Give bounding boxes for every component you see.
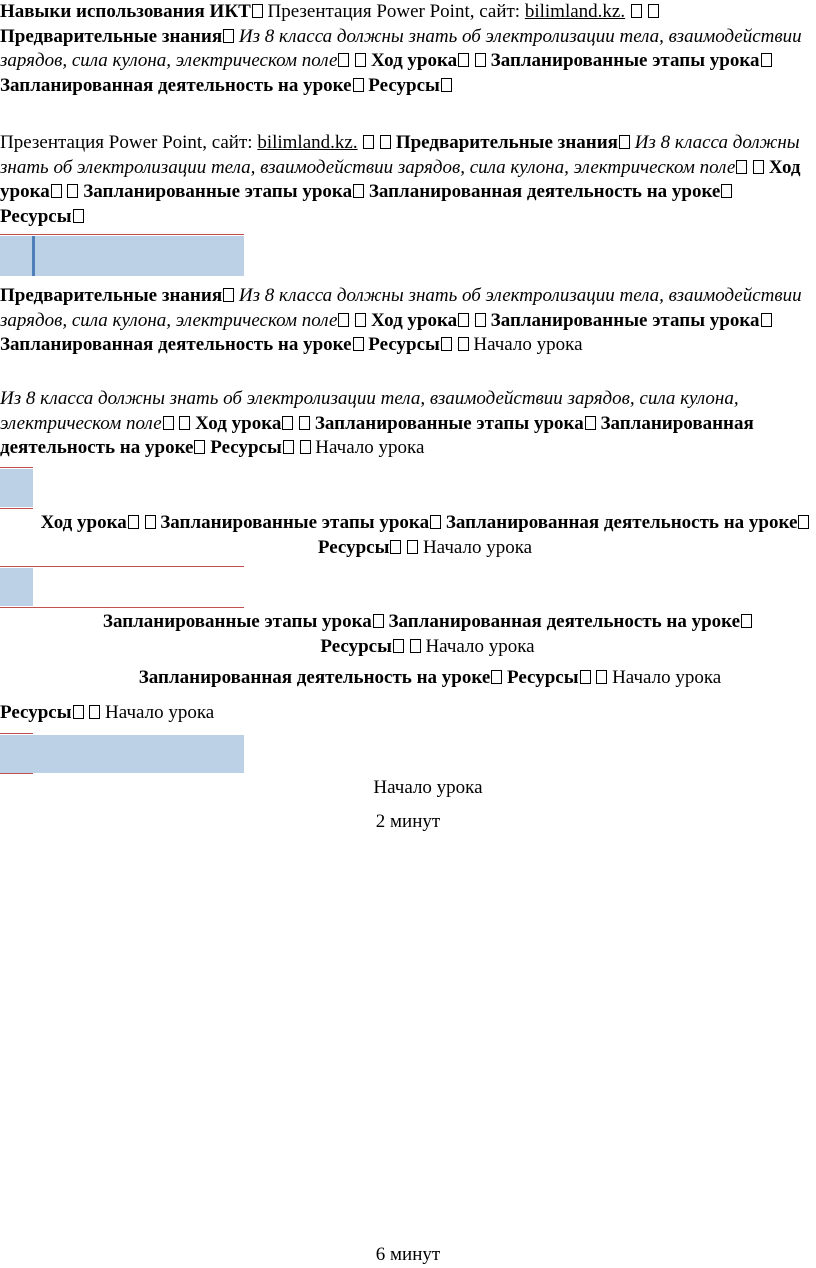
missing-glyph-icon <box>585 416 596 430</box>
planned-stages-heading: Запланированные этапы урока <box>83 181 353 202</box>
planned-activity-heading: Запланированная деятельность на уроке <box>0 334 352 355</box>
paragraph-6 <box>100 610 755 659</box>
missing-glyph-icon <box>475 53 486 67</box>
missing-glyph-icon <box>619 135 630 149</box>
table-cell-shading <box>0 236 244 276</box>
lesson-start-text: Начало урока <box>418 536 533 558</box>
lesson-start-text: Начало урока <box>100 702 215 723</box>
lesson-flow-heading: Ход урока <box>40 512 127 533</box>
missing-glyph-icon <box>380 135 391 149</box>
missing-glyph-icon <box>798 515 809 529</box>
planned-stages-heading: Запланированные этапы урока <box>160 512 430 533</box>
missing-glyph-icon <box>458 313 469 327</box>
missing-glyph-icon <box>89 705 100 719</box>
ict-skills-heading: Навыки использования ИКТ <box>0 1 251 22</box>
missing-glyph-icon <box>458 337 469 351</box>
prior-knowledge-heading: Предварительные знания <box>0 285 223 306</box>
table-border-line <box>0 467 33 468</box>
table-border-line <box>0 234 244 235</box>
bilimland-link[interactable]: bilimland.kz. <box>524 1 626 22</box>
lesson-flow-heading: Ход урока <box>195 412 282 434</box>
table-border-line <box>0 773 33 774</box>
paragraph-7 <box>60 666 800 691</box>
lesson-flow-heading: Ход урока <box>370 309 458 331</box>
planned-activity-heading: Запланированная деятельность на уроке <box>445 512 798 533</box>
resources-heading: Ресурсы <box>317 536 390 558</box>
missing-glyph-icon <box>73 705 84 719</box>
missing-glyph-icon <box>390 540 401 554</box>
missing-glyph-icon <box>355 313 366 327</box>
table-cell-shading <box>0 469 33 507</box>
duration-2-minutes: 2 минут <box>375 811 441 832</box>
missing-glyph-icon <box>407 540 418 554</box>
missing-glyph-icon <box>179 416 190 430</box>
paragraph-1 <box>0 0 804 98</box>
planned-activity-heading: Запланированная деятельность на уроке <box>138 667 491 688</box>
table-border-line <box>0 607 244 608</box>
missing-glyph-icon <box>410 639 421 653</box>
prior-knowledge-text: Из 8 класса должны знать об электролизации тела, взаимодействии зарядов, сила кулона, электрическом поле <box>0 388 739 434</box>
missing-glyph-icon <box>491 670 502 684</box>
missing-glyph-icon <box>430 515 441 529</box>
lesson-flow-heading: Ход урока <box>0 156 801 202</box>
missing-glyph-icon <box>73 209 84 223</box>
missing-glyph-icon <box>194 440 205 454</box>
planned-stages-heading: Запланированные этапы урока <box>490 50 760 71</box>
paragraph-4 <box>0 387 804 461</box>
table-cell-divider <box>32 236 35 276</box>
missing-glyph-icon <box>223 29 234 43</box>
resources-heading: Ресурсы <box>507 667 579 688</box>
table-border-line <box>0 566 244 567</box>
lesson-start-text: Начало урока <box>607 667 722 688</box>
missing-glyph-icon <box>648 4 659 18</box>
prior-knowledge-text: Из 8 класса должны знать об электролизации тела, взаимодействии зарядов, сила кулона, электрическом поле <box>0 285 802 331</box>
missing-glyph-icon <box>475 313 486 327</box>
missing-glyph-icon <box>128 515 139 529</box>
missing-glyph-icon <box>363 135 374 149</box>
missing-glyph-icon <box>163 416 174 430</box>
missing-glyph-icon <box>51 184 62 198</box>
missing-glyph-icon <box>252 4 263 18</box>
paragraph-8 <box>0 701 804 726</box>
resources-heading: Ресурсы <box>368 74 440 96</box>
missing-glyph-icon <box>338 53 349 67</box>
planned-stages-heading: Запланированные этапы урока <box>490 309 760 331</box>
missing-glyph-icon <box>223 288 234 302</box>
paragraph-2 <box>0 131 804 229</box>
lesson-start-text: Начало урока <box>310 437 425 458</box>
missing-glyph-icon <box>355 53 366 67</box>
prior-knowledge-text: Из 8 класса должны знать об электролизации тела, взаимодействии зарядов, сила кулона, электрическом поле <box>0 25 802 71</box>
missing-glyph-icon <box>353 337 364 351</box>
prior-knowledge-text: Из 8 класса должны знать об электролизации тела, взаимодействии зарядов, сила кулона, электрическом поле <box>0 132 800 178</box>
resources-heading: Ресурсы <box>0 205 72 227</box>
missing-glyph-icon <box>338 313 349 327</box>
missing-glyph-icon <box>631 4 642 18</box>
table-border-line <box>0 508 33 509</box>
table-cell-shading <box>0 568 33 606</box>
lesson-start-label: Начало урока <box>373 777 483 798</box>
presentation-text: Презентация Power Point, сайт: <box>0 132 258 153</box>
duration-6-minutes: 6 минут <box>375 1244 441 1265</box>
prior-knowledge-heading: Предварительные знания <box>0 25 223 47</box>
missing-glyph-icon <box>721 184 732 198</box>
planned-activity-heading: Запланированная деятельность на уроке <box>368 181 721 202</box>
prior-knowledge-heading: Предварительные знания <box>395 132 618 153</box>
missing-glyph-icon <box>753 160 764 174</box>
missing-glyph-icon <box>580 670 591 684</box>
lesson-start-text: Начало урока <box>468 334 583 355</box>
resources-heading: Ресурсы <box>0 702 72 723</box>
missing-glyph-icon <box>300 440 311 454</box>
missing-glyph-icon <box>67 184 78 198</box>
missing-glyph-icon <box>441 78 452 92</box>
missing-glyph-icon <box>145 515 156 529</box>
missing-glyph-icon <box>353 184 364 198</box>
missing-glyph-icon <box>761 53 772 67</box>
resources-heading: Ресурсы <box>210 437 282 458</box>
table-border-line <box>0 733 33 734</box>
paragraph-3 <box>0 284 804 358</box>
missing-glyph-icon <box>393 639 404 653</box>
missing-glyph-icon <box>282 416 293 430</box>
planned-stages-heading: Запланированные этапы урока <box>314 412 584 434</box>
missing-glyph-icon <box>373 614 384 628</box>
planned-activity-heading: Запланированная деятельность на уроке <box>0 412 754 458</box>
missing-glyph-icon <box>458 53 469 67</box>
missing-glyph-icon <box>741 614 752 628</box>
resources-heading: Ресурсы <box>368 334 440 355</box>
missing-glyph-icon <box>761 313 772 327</box>
missing-glyph-icon <box>299 416 310 430</box>
missing-glyph-icon <box>441 337 452 351</box>
missing-glyph-icon <box>353 78 364 92</box>
planned-activity-heading: Запланированная деятельность на уроке <box>388 611 741 632</box>
paragraph-5 <box>30 511 816 560</box>
lesson-flow-heading: Ход урока <box>370 50 458 71</box>
resources-heading: Ресурсы <box>320 635 392 657</box>
missing-glyph-icon <box>736 160 747 174</box>
presentation-text: Презентация Power Point, сайт: <box>262 1 525 22</box>
table-cell-shading <box>0 735 244 773</box>
lesson-start-text: Начало урока <box>420 635 535 657</box>
planned-activity-heading: Запланированная деятельность на уроке <box>0 74 352 96</box>
planned-stages-heading: Запланированные этапы урока <box>102 611 372 632</box>
bilimland-link[interactable]: bilimland.kz. <box>257 132 358 153</box>
missing-glyph-icon <box>283 440 294 454</box>
missing-glyph-icon <box>596 670 607 684</box>
